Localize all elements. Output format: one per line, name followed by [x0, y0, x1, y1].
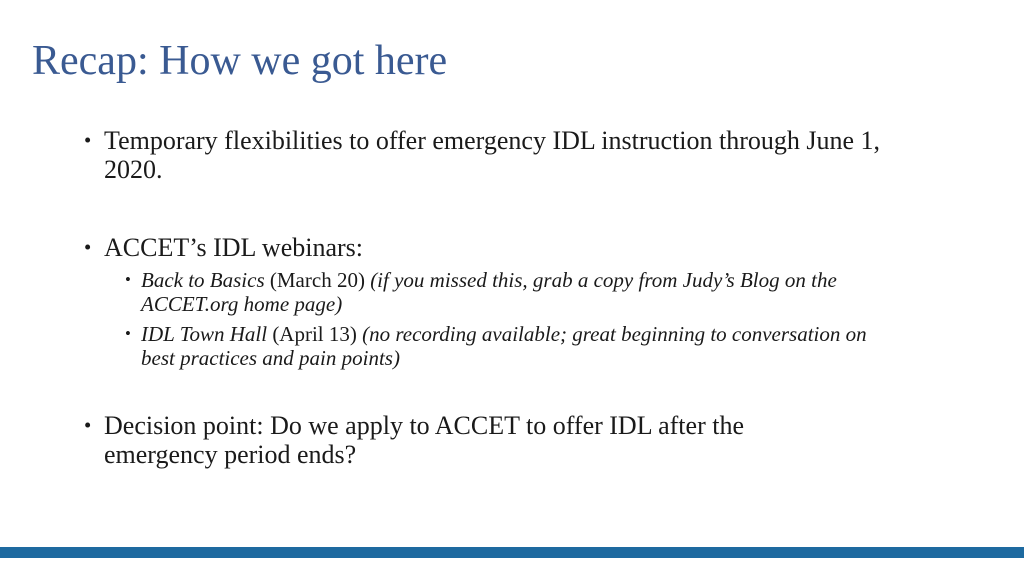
slide-title: Recap: How we got here	[32, 38, 448, 84]
bullet-text: Decision point: Do we apply to ACCET to offer IDL after the emergency period ends?	[104, 411, 744, 470]
bullet-text: Temporary flexibilities to offer emergency IDL instruction through June 1, 2020.	[104, 126, 881, 185]
sub-bullet-town-hall	[125, 322, 901, 370]
bullet-dot: •	[84, 129, 92, 152]
bullet-dot: •	[84, 414, 92, 437]
bullet-dot: •	[125, 324, 131, 344]
sub-bullet-back-to-basics	[125, 268, 901, 316]
bullet-dot: •	[125, 270, 131, 290]
webinar-note: (no recording available; great beginning to conversation on best practices and pain points)	[141, 322, 867, 371]
bullet-temporary-flexibilities	[84, 126, 944, 184]
bullet-webinars	[84, 233, 944, 262]
bullet-decision-point	[84, 411, 824, 469]
webinar-date: (April 13)	[267, 322, 363, 346]
webinar-name: IDL Town Hall	[141, 322, 268, 346]
webinar-note: (if you missed this, grab a copy from Judy’s Blog on the ACCET.org home page)	[141, 268, 837, 317]
webinar-date: (March 20)	[264, 268, 371, 292]
bullet-text: ACCET’s IDL webinars:	[104, 233, 363, 263]
footer-bar	[0, 547, 1024, 558]
bullet-dot: •	[84, 236, 92, 259]
webinar-name: Back to Basics	[141, 268, 265, 292]
